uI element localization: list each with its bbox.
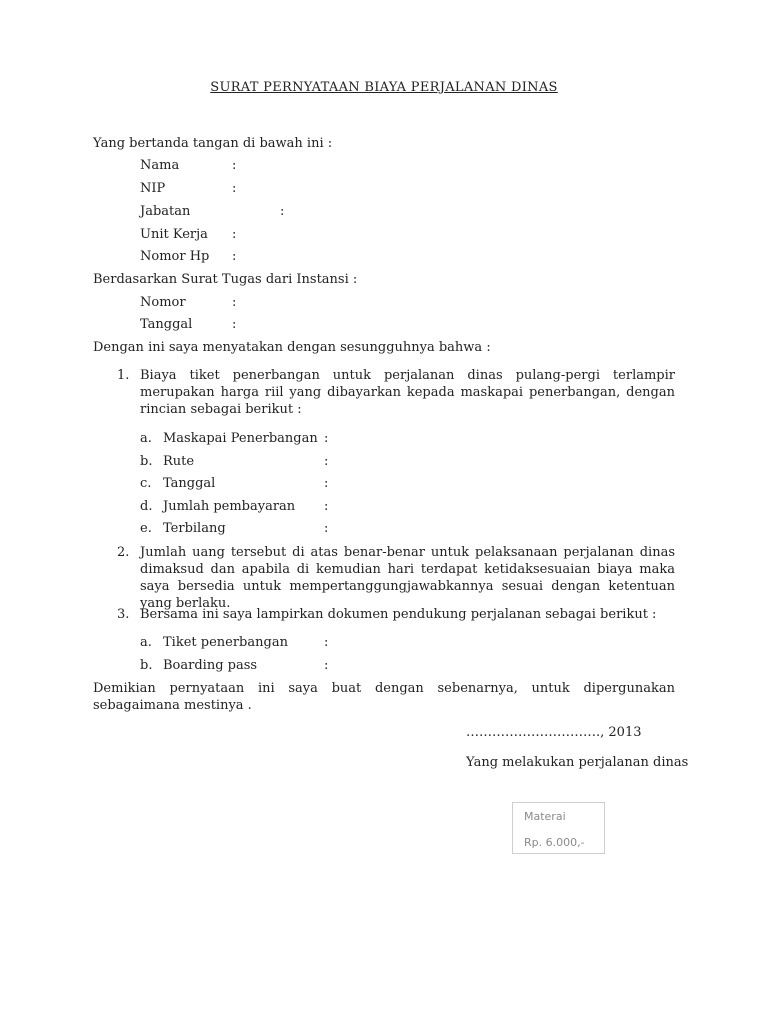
- document-title: SURAT PERNYATAAN BIAYA PERJALANAN DINAS: [210, 80, 558, 95]
- field-colon: :: [324, 658, 329, 673]
- sub-label-boarding-pass: Boarding pass: [163, 658, 258, 673]
- date-line: …………………………., 2013: [466, 725, 642, 740]
- field-colon: :: [324, 476, 329, 491]
- sub-letter: a.: [140, 635, 152, 650]
- sub-letter: e.: [140, 521, 152, 536]
- field-colon: :: [324, 431, 329, 446]
- sub-letter: c.: [140, 476, 152, 491]
- field-colon: :: [324, 635, 329, 650]
- basis-text: Berdasarkan Surat Tugas dari Instansi :: [93, 272, 358, 287]
- field-colon: :: [232, 158, 237, 173]
- sub-letter: b.: [140, 454, 153, 469]
- field-colon: :: [324, 454, 329, 469]
- statement-text: Dengan ini saya menyatakan dengan sesungguhnya bahwa :: [93, 340, 491, 355]
- sub-label-tanggal: Tanggal: [163, 476, 216, 491]
- list-item-text: Bersama ini saya lampirkan dokumen pendukung perjalanan sebagai berikut :: [140, 607, 657, 622]
- field-label-jabatan: Jabatan: [140, 204, 191, 219]
- list-number: 1.: [117, 368, 130, 383]
- field-label-nama: Nama: [140, 158, 180, 173]
- stamp-value: Rp. 6.000,-: [524, 836, 585, 849]
- sub-label-tiket: Tiket penerbangan: [163, 635, 288, 650]
- sub-letter: b.: [140, 658, 153, 673]
- field-colon: :: [280, 204, 285, 219]
- field-label-nip: NIP: [140, 181, 166, 196]
- stamp-label: Materai: [524, 810, 566, 823]
- list-number: 3.: [117, 607, 130, 622]
- sub-label-maskapai: Maskapai Penerbangan: [163, 431, 318, 446]
- field-label-nomor-hp: Nomor Hp: [140, 249, 210, 264]
- field-colon: :: [232, 295, 237, 310]
- signer-label: Yang melakukan perjalanan dinas: [466, 755, 689, 770]
- field-label-nomor: Nomor: [140, 295, 186, 310]
- materai-stamp-box: [512, 802, 605, 854]
- field-colon: :: [324, 499, 329, 514]
- field-colon: :: [232, 249, 237, 264]
- list-item-text: Biaya tiket penerbangan untuk perjalanan dinas pulang-pergi terlampir merupakan harga riil yang dibayarkan kepada maskapai penerbangan, dengan rincian sebagai berikut :: [140, 368, 675, 417]
- sub-letter: a.: [140, 431, 152, 446]
- field-label-tanggal: Tanggal: [140, 317, 193, 332]
- closing-text: Demikian pernyataan ini saya buat dengan sebenarnya, untuk dipergunakan sebagaimana mestinya .: [93, 681, 675, 713]
- field-colon: :: [324, 521, 329, 536]
- sub-letter: d.: [140, 499, 153, 514]
- sub-label-terbilang: Terbilang: [163, 521, 226, 536]
- sub-label-rute: Rute: [163, 454, 195, 469]
- field-colon: :: [232, 227, 237, 242]
- list-number: 2.: [117, 545, 130, 560]
- field-label-unit-kerja: Unit Kerja: [140, 227, 208, 242]
- intro-text: Yang bertanda tangan di bawah ini :: [93, 136, 333, 151]
- field-colon: :: [232, 181, 237, 196]
- list-item-text: Jumlah uang tersebut di atas benar-benar untuk pelaksanaan perjalanan dinas dimaksud dan apabila di kemudian hari terdapat ketidaksesuaian biaya maka saya bersedia untuk mempertanggungjawabkannya sesuai dengan ketentuan yang berlaku.: [140, 545, 675, 611]
- sub-label-jumlah: Jumlah pembayaran: [163, 499, 296, 514]
- field-colon: :: [232, 317, 237, 332]
